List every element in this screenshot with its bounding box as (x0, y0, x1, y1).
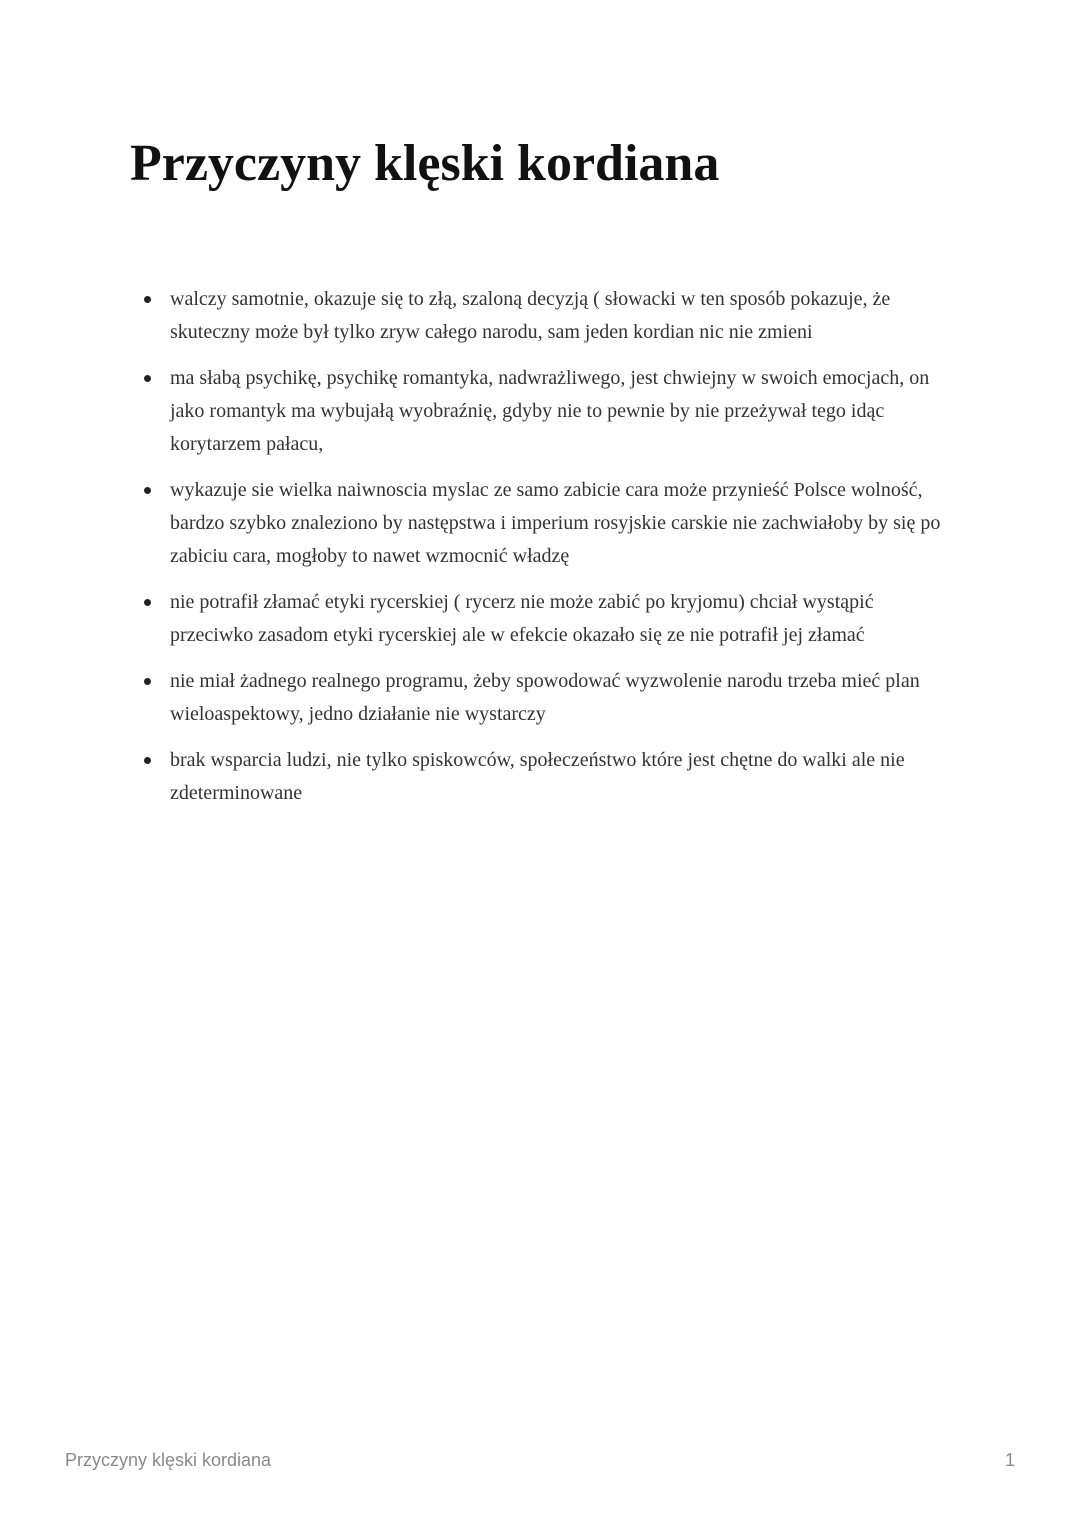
list-item-text: brak wsparcia ludzi, nie tylko spiskowców, społeczeństwo które jest chętne do walki ale nie zdeterminowane (170, 749, 905, 804)
list-item (170, 744, 960, 810)
list-item-text: nie potrafił złamać etyki rycerskiej ( rycerz nie może zabić po kryjomu) chciał wystąpić przeciwko zasadom etyki rycerskiej ale w efekcie okazało się ze nie potrafił jej złamać (170, 591, 874, 646)
bullet-icon (144, 757, 151, 764)
page-title: Przyczyny klęski kordiana (130, 135, 720, 192)
bullet-icon (144, 599, 151, 606)
bullet-icon (144, 375, 151, 382)
list-item (170, 283, 960, 349)
list-item (170, 586, 960, 652)
footer-title: Przyczyny klęski kordiana (65, 1450, 272, 1470)
bullet-list (170, 283, 960, 823)
list-item-text: ma słabą psychikę, psychikę romantyka, nadwrażliwego, jest chwiejny w swoich emocjach, on jako romantyk ma wybujałą wyobraźnię, gdyby nie to pewnie by nie przeżywał tego idąc korytarzem pałacu, (170, 367, 930, 455)
bullet-icon (144, 678, 151, 685)
bullet-icon (144, 296, 151, 303)
bullet-icon (144, 487, 151, 494)
list-item (170, 362, 960, 461)
list-item-text: wykazuje sie wielka naiwnoscia myslac ze samo zabicie cara może przynieść Polsce wolność, bardzo szybko znaleziono by następstwa i imperium rosyjskie carskie nie zachwiałoby by się po zabiciu cara, mogłoby to nawet wzmocnić władzę (170, 479, 941, 567)
page-number: 1 (1004, 1450, 1015, 1470)
list-item (170, 474, 960, 573)
list-item-text: walczy samotnie, okazuje się to złą, szaloną decyzją ( słowacki w ten sposób pokazuje, że skuteczny może był tylko zryw całego narodu, sam jeden kordian nic nie zmieni (170, 288, 891, 343)
list-item-text: nie miał żadnego realnego programu, żeby spowodować wyzwolenie narodu trzeba mieć plan wieloaspektowy, jedno działanie nie wystarczy (170, 670, 920, 725)
list-item (170, 665, 960, 731)
